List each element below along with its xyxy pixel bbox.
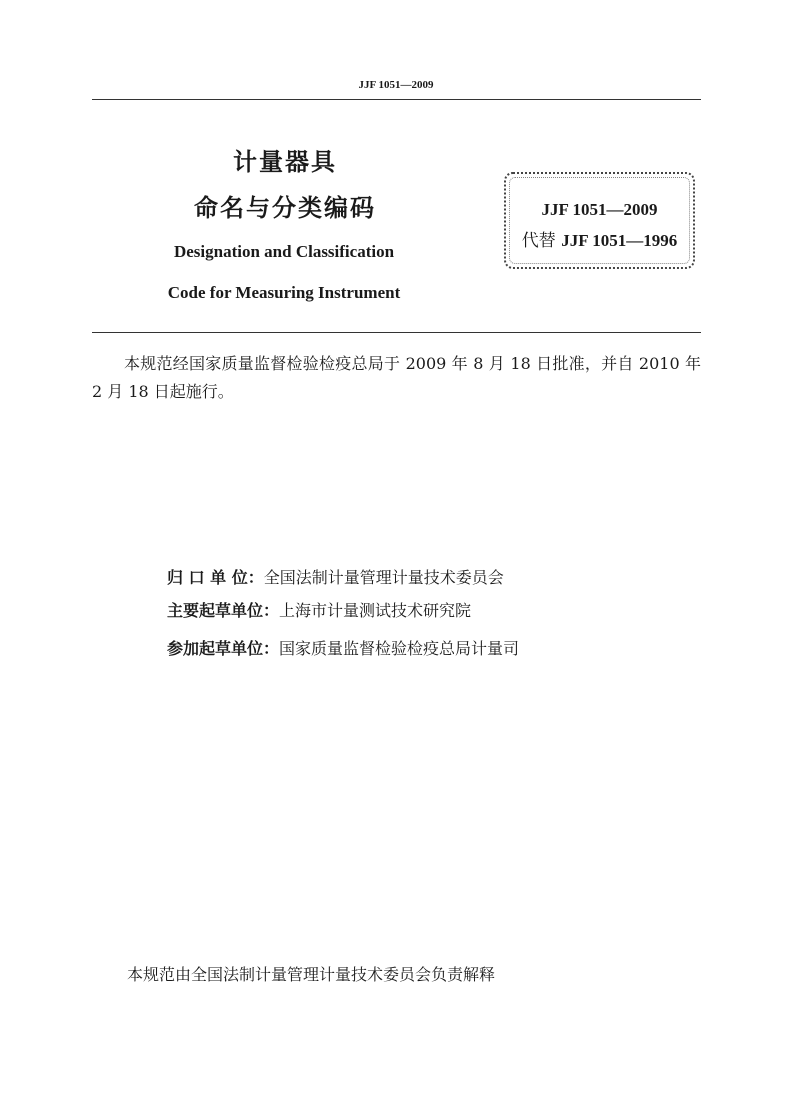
org-value: 全国法制计量管理计量技术委员会 xyxy=(263,568,504,587)
title-english-line-1: Designation and Classification xyxy=(173,242,395,261)
title-section-rule xyxy=(92,332,701,333)
org-row-centralized-unit xyxy=(167,565,504,588)
title-chinese-line-1: 计量器具 xyxy=(233,148,337,176)
org-label: 主要起草单位： xyxy=(167,601,280,620)
interpretation-statement: 本规范由全国法制计量管理计量技术委员会负责解释 xyxy=(127,965,496,984)
title-english-line-2: Code for Measuring Instrument xyxy=(167,283,401,302)
org-label: 归 口 单 位： xyxy=(167,568,264,587)
replaces-code: JJF 1051—1996 xyxy=(561,231,678,250)
replaces-prefix: 代替 xyxy=(521,231,562,251)
header-standard-code: JJF 1051—2009 xyxy=(358,79,434,91)
header-rule xyxy=(92,99,701,100)
org-row-participating-drafter xyxy=(167,636,519,659)
box-replaces-line xyxy=(504,226,695,251)
org-value: 上海市计量测试技术研究院 xyxy=(279,601,472,620)
org-row-main-drafter xyxy=(167,598,471,621)
org-value: 国家质量监督检验检疫总局计量司 xyxy=(279,639,520,658)
title-chinese-line-2: 命名与分类编码 xyxy=(194,194,376,222)
standard-code-box xyxy=(504,172,695,269)
org-label: 参加起草单位： xyxy=(167,639,280,658)
box-standard-code: JJF 1051—2009 xyxy=(541,200,658,219)
approval-statement: 本规范经国家质量监督检验检疫总局于 2009 年 8 月 18 日批准，并自 2010 年 2 月 18 日起施行。 xyxy=(92,354,701,401)
